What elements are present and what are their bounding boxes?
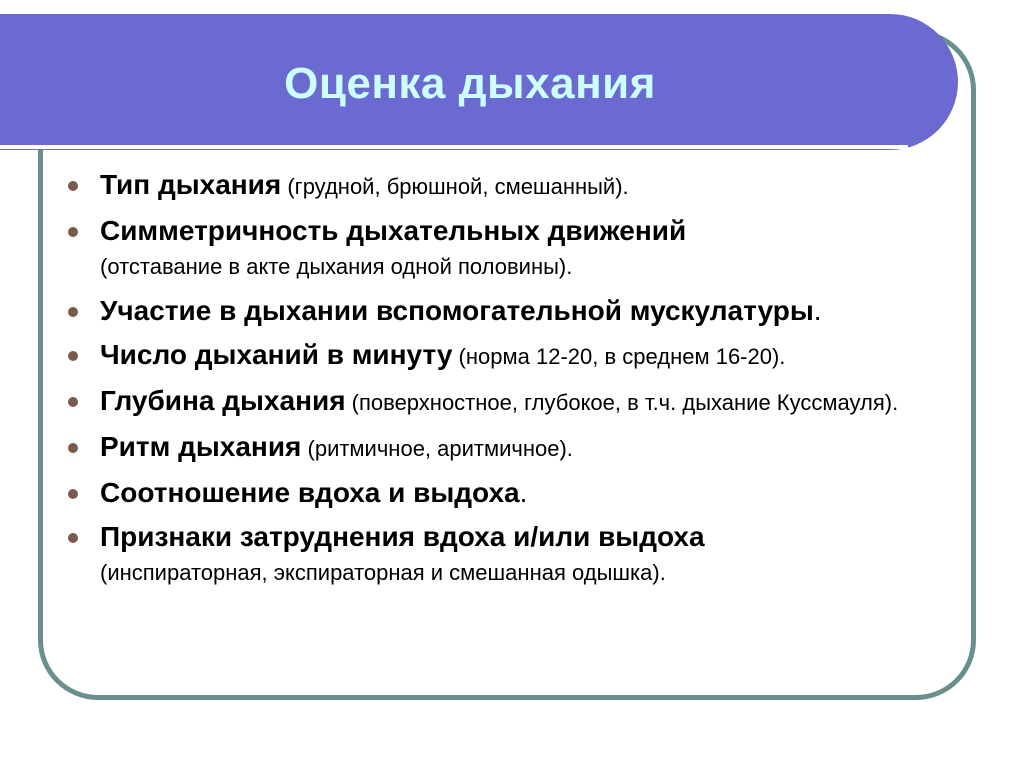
bullet-main-text: Симметричность дыхательных движений <box>100 215 687 246</box>
bullet-dot-icon <box>68 181 78 191</box>
bullet-dot-icon <box>68 443 78 453</box>
bullet-punct: . <box>813 295 822 326</box>
bullet-item <box>66 430 966 466</box>
bullet-main-text: Участие в дыхании вспомогательной мускулатуры <box>100 295 814 326</box>
bullet-dot-icon <box>68 307 78 317</box>
bullet-item <box>66 476 966 510</box>
bullet-item <box>66 168 966 204</box>
bullet-main-text: Признаки затруднения вдоха и/или выдоха <box>100 521 705 552</box>
bullet-main-text: Тип дыхания <box>100 169 282 200</box>
bullet-dot-icon <box>68 227 78 237</box>
bullet-punct: . <box>519 477 528 508</box>
bullet-main-text: Число дыханий в минуту <box>100 339 453 370</box>
title-band <box>0 14 958 150</box>
bullet-dot-icon <box>68 533 78 543</box>
bullet-main-text: Соотношение вдоха и выдоха <box>100 477 520 508</box>
bullet-item <box>66 384 966 420</box>
bullet-dot-icon <box>68 397 78 407</box>
bullet-dot-icon <box>68 351 78 361</box>
bullet-sub-text: (ритмичное, аритмичное). <box>301 436 573 461</box>
bullet-dot-icon <box>68 489 78 499</box>
slide-title: Оценка дыхания <box>284 59 656 108</box>
bullet-sub-text: (норма 12-20, в среднем 16-20). <box>452 344 786 369</box>
bullet-item <box>66 294 966 328</box>
bullet-sub-text: (отставание в акте дыхания одной половины). <box>100 254 573 279</box>
bullet-item <box>66 338 966 374</box>
bullet-item <box>66 520 966 590</box>
bullet-sub-text: (грудной, брюшной, смешанный). <box>281 174 629 199</box>
bullet-main-text: Глубина дыхания <box>100 385 346 416</box>
bullet-sub-text: (поверхностное, глубокое, в т.ч. дыхание Куссмауля). <box>345 390 899 415</box>
bullet-sub-text: (инспираторная, экспираторная и смешанная одышка). <box>100 560 666 585</box>
bullet-list <box>66 168 966 590</box>
title-divider <box>0 145 908 149</box>
bullet-main-text: Ритм дыхания <box>100 431 302 462</box>
bullet-item <box>66 214 966 284</box>
